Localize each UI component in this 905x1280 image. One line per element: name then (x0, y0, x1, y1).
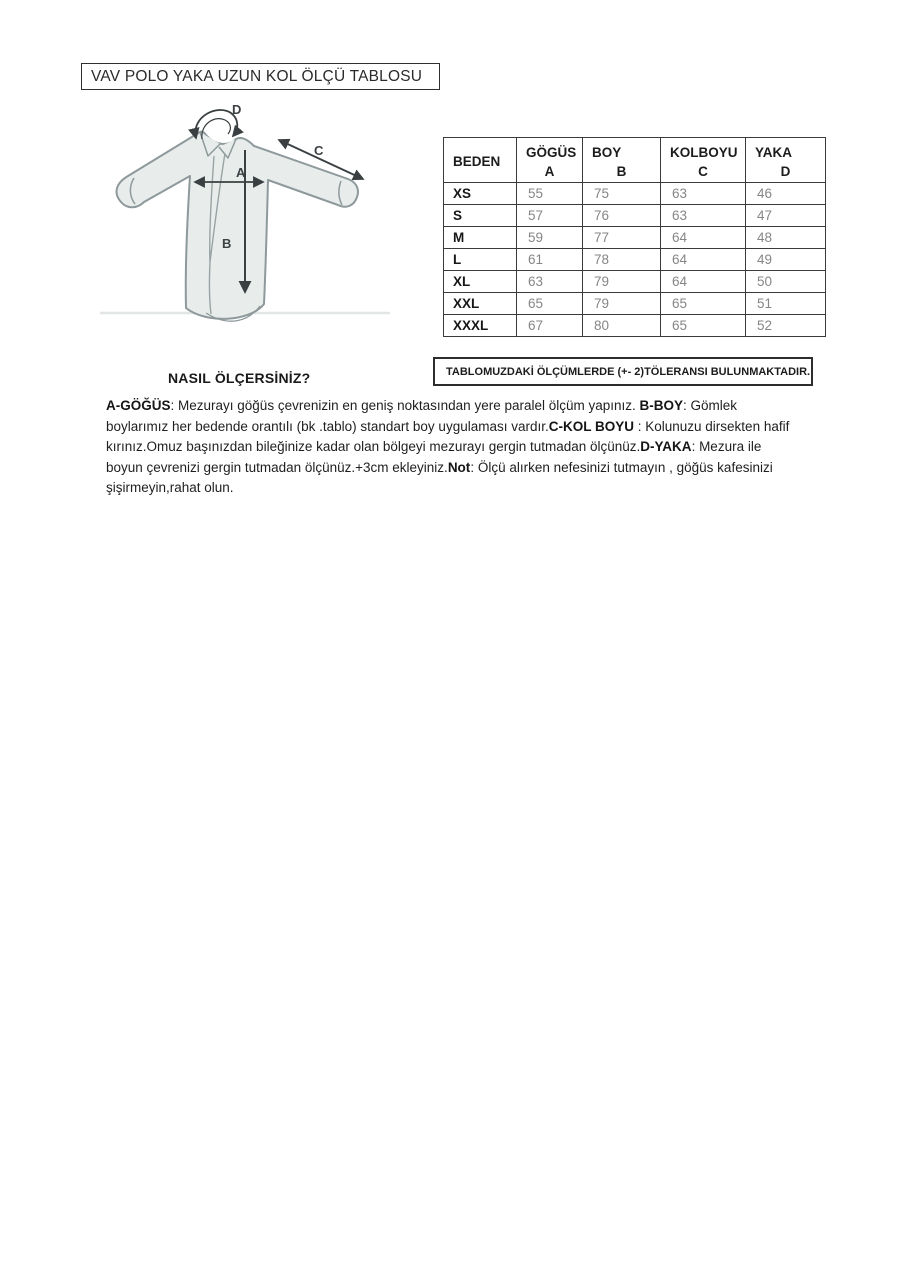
size-cell: S (444, 205, 517, 227)
size-cell: L (444, 249, 517, 271)
segment-text: : Gömlek boylarımız her bedende orantılı (bk .tablo) standart boy uygulaması vardır. (106, 398, 738, 434)
kolboyu-cell: 65 (661, 293, 746, 315)
gogus-cell: 63 (517, 271, 583, 293)
segment-a-gogus: A-GÖĞÜS (106, 398, 171, 413)
how-to-measure-heading: NASIL ÖLÇERSİNİZ? (168, 370, 311, 386)
yaka-cell: 50 (746, 271, 826, 293)
kolboyu-cell: 65 (661, 315, 746, 337)
segment-text: : Ölçü alırken nefesinizi tutmayın , göğüs kafesinizi şişirmeyin,rahat olun. (106, 459, 773, 496)
segment-d-yaka: D-YAKA (640, 439, 692, 455)
measure-instructions (106, 396, 794, 499)
table-row (444, 249, 826, 271)
segment-not: Not (447, 459, 471, 475)
segment-text: : Mezurayı göğüs çevrenizin en geniş noktasından yere paralel ölçüm yapınız. (170, 398, 640, 413)
size-cell: XS (444, 183, 517, 205)
size-cell: XXL (444, 293, 517, 315)
gogus-cell: 61 (517, 249, 583, 271)
size-table (443, 137, 826, 337)
header-beden: BEDEN (444, 138, 517, 183)
header-kolboyu: KOLBOYU C (661, 138, 746, 183)
table-row (444, 271, 826, 293)
yaka-cell: 49 (746, 249, 826, 271)
shirt-measurement-diagram (88, 98, 400, 338)
gogus-cell: 55 (517, 183, 583, 205)
yaka-cell: 47 (746, 205, 826, 227)
tolerance-note-text: TABLOMUZDAKİ ÖLÇÜMLERDE (+- 2)TÖLERANSI BULUNMAKTADIR. (446, 365, 811, 378)
gogus-cell: 57 (517, 205, 583, 227)
size-cell: M (444, 227, 517, 249)
size-cell: XXXL (444, 315, 517, 337)
label-c: C (314, 143, 324, 158)
yaka-cell: 52 (746, 315, 826, 337)
yaka-cell: 48 (746, 227, 826, 249)
table-row (444, 205, 826, 227)
kolboyu-cell: 63 (661, 183, 746, 205)
segment-c-kolboyu: C-KOL BOYU (548, 418, 638, 434)
label-d: D (232, 102, 242, 117)
boy-cell: 77 (583, 227, 661, 249)
yaka-cell: 51 (746, 293, 826, 315)
gogus-cell: 65 (517, 293, 583, 315)
boy-cell: 79 (583, 271, 661, 293)
table-row (444, 183, 826, 205)
size-table-header-row (444, 138, 826, 183)
page-title (81, 63, 440, 90)
boy-cell: 79 (583, 293, 661, 315)
boy-cell: 78 (583, 249, 661, 271)
table-row (444, 227, 826, 249)
gogus-cell: 59 (517, 227, 583, 249)
header-gogus: GÖGÜS A (517, 138, 583, 183)
gogus-cell: 67 (517, 315, 583, 337)
segment-text: : Mezura ile boyun çevrenizi gergin tutmadan ölçünüz.+3cm ekleyiniz. (106, 439, 762, 475)
label-b: B (222, 236, 232, 251)
kolboyu-cell: 64 (661, 271, 746, 293)
table-row (444, 293, 826, 315)
size-cell: XL (444, 271, 517, 293)
label-a: A (236, 165, 246, 180)
kolboyu-cell: 63 (661, 205, 746, 227)
segment-text: : Kolunuzu dirsekten hafif kırınız.Omuz başınızdan bileğinize kadar olan bölgeyi mezurayı gergin tutmadan ölçünüz. (106, 418, 790, 455)
page-title-text: VAV POLO YAKA UZUN KOL ÖLÇÜ TABLOSU (91, 67, 423, 85)
kolboyu-cell: 64 (661, 227, 746, 249)
yaka-cell: 46 (746, 183, 826, 205)
header-boy: BOY B (583, 138, 661, 183)
boy-cell: 80 (583, 315, 661, 337)
tolerance-note-box (433, 357, 813, 386)
boy-cell: 76 (583, 205, 661, 227)
header-yaka: YAKA D (746, 138, 826, 183)
boy-cell: 75 (583, 183, 661, 205)
segment-b-boy: B-BOY (639, 398, 684, 413)
table-row (444, 315, 826, 337)
kolboyu-cell: 64 (661, 249, 746, 271)
